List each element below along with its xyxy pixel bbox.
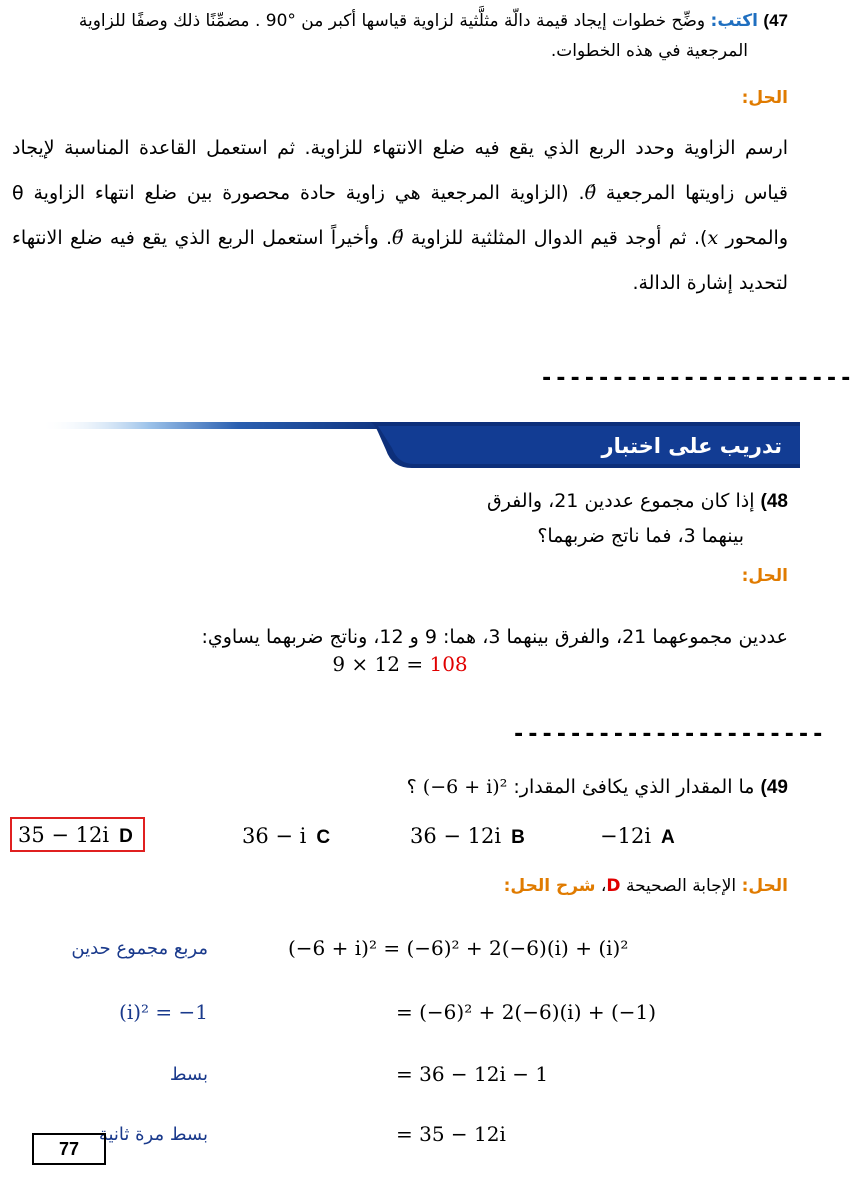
choice-letter: A <box>661 827 675 848</box>
question-text: بينهما 3، فما ناتج ضربهما؟ <box>537 525 744 547</box>
choice-b[interactable] <box>410 824 525 849</box>
choice-value: 36 − i <box>242 824 307 848</box>
choice-value: 36 − 12i <box>410 824 502 848</box>
equation-result: 108 <box>429 652 468 676</box>
answer-47-paragraph <box>12 126 788 306</box>
step-note: (i)² = −1 <box>119 1000 208 1024</box>
question-47-line1 <box>8 6 788 36</box>
answer-text: ). ثم أوجد قيم الدوال المثلثية للزاوية <box>410 227 708 249</box>
question-number: 48) <box>760 491 788 512</box>
page-number: 77 <box>32 1133 106 1165</box>
write-label: اكتب: <box>710 11 758 31</box>
answer-text: . (الزاوية المرجعية هي زاوية حادة محصورة بين ضلع انتهاء الزاوية θ والمحور <box>12 182 789 249</box>
choice-letter: D <box>119 826 133 847</box>
question-47 <box>8 6 788 66</box>
question-text: ما المقدار الذي يكافئ المقدار: <box>513 776 755 798</box>
equation-lhs: 9 × 12 = <box>332 652 424 676</box>
question-48 <box>487 484 788 553</box>
section-title: تدريب على اختبار <box>601 434 782 458</box>
theta-prime: θ́ <box>392 227 404 249</box>
step-equation: (−6 + i)² = (−6)² + 2(−6)(i) + (i)² <box>288 936 629 960</box>
question-49 <box>407 776 788 799</box>
correct-answer-text: الإجابة الصحيحة <box>625 876 737 896</box>
solution-49-header: الحل: الإجابة الصحيحة D، شرح الحل: <box>503 876 788 896</box>
step-equation: = 35 − 12i <box>396 1122 506 1146</box>
step-note: مربع مجموع حدين <box>71 938 208 959</box>
question-number: 49) <box>760 777 788 798</box>
step-note: بسط <box>169 1064 208 1085</box>
question-47-line2: المرجعية في هذه الخطوات. <box>550 41 748 61</box>
answer-48-equation <box>0 652 800 676</box>
correct-answer-letter: D <box>606 876 621 896</box>
solution-label: الحل: <box>741 566 788 586</box>
answer-text: ارسم الزاوية وحدد الربع الذي يقع فيه ضلع الانتهاء للزاوية. ثم استعمل القاعدة المناسبة لإيجاد قياس زاويتها المرجعية <box>12 137 788 204</box>
x-variable: x <box>707 227 719 249</box>
theta-prime: θ́ <box>584 182 597 204</box>
question-text: وضِّح خطوات إيجاد قيمة دالّة مثلَّثية لزاوية قياسها أكبر من °90 . مضمِّنًا ذلك وصفًا للزاوية <box>78 11 706 31</box>
choice-letter: C <box>316 827 331 848</box>
separator: ---------------------- <box>540 366 853 391</box>
solution-label: الحل: <box>741 876 788 896</box>
step-equation: = (−6)² + 2(−6)(i) + (−1) <box>396 1000 657 1024</box>
question-expression: (−6 + i)² <box>422 776 508 798</box>
answer-text: . وأخيراً استعمل الربع الذي يقع فيه ضلع الانتهاء لتحديد إشارة الدالة. <box>12 227 788 294</box>
separator: ---------------------- <box>512 722 826 747</box>
answer-48-text: عددين مجموعهما 21، والفرق بينهما 3، هما: 9 و 12، وناتج ضربهما يساوي: <box>201 626 788 648</box>
choice-letter: B <box>511 827 525 848</box>
choice-d-correct[interactable] <box>10 817 145 852</box>
explanation-label: شرح الحل: <box>503 876 596 896</box>
question-text: إذا كان مجموع عددين 21، والفرق <box>486 490 755 512</box>
choice-value: −12i <box>600 824 652 848</box>
step-equation: = 36 − 12i − 1 <box>396 1062 549 1086</box>
question-mark: ؟ <box>406 776 417 798</box>
choice-a[interactable] <box>600 824 675 849</box>
solution-label: الحل: <box>741 88 788 108</box>
choice-c[interactable] <box>242 824 330 849</box>
choice-value: 35 − 12i <box>18 823 110 847</box>
step-note: بسط مرة ثانية <box>98 1124 208 1145</box>
question-number: 47) <box>763 11 788 30</box>
